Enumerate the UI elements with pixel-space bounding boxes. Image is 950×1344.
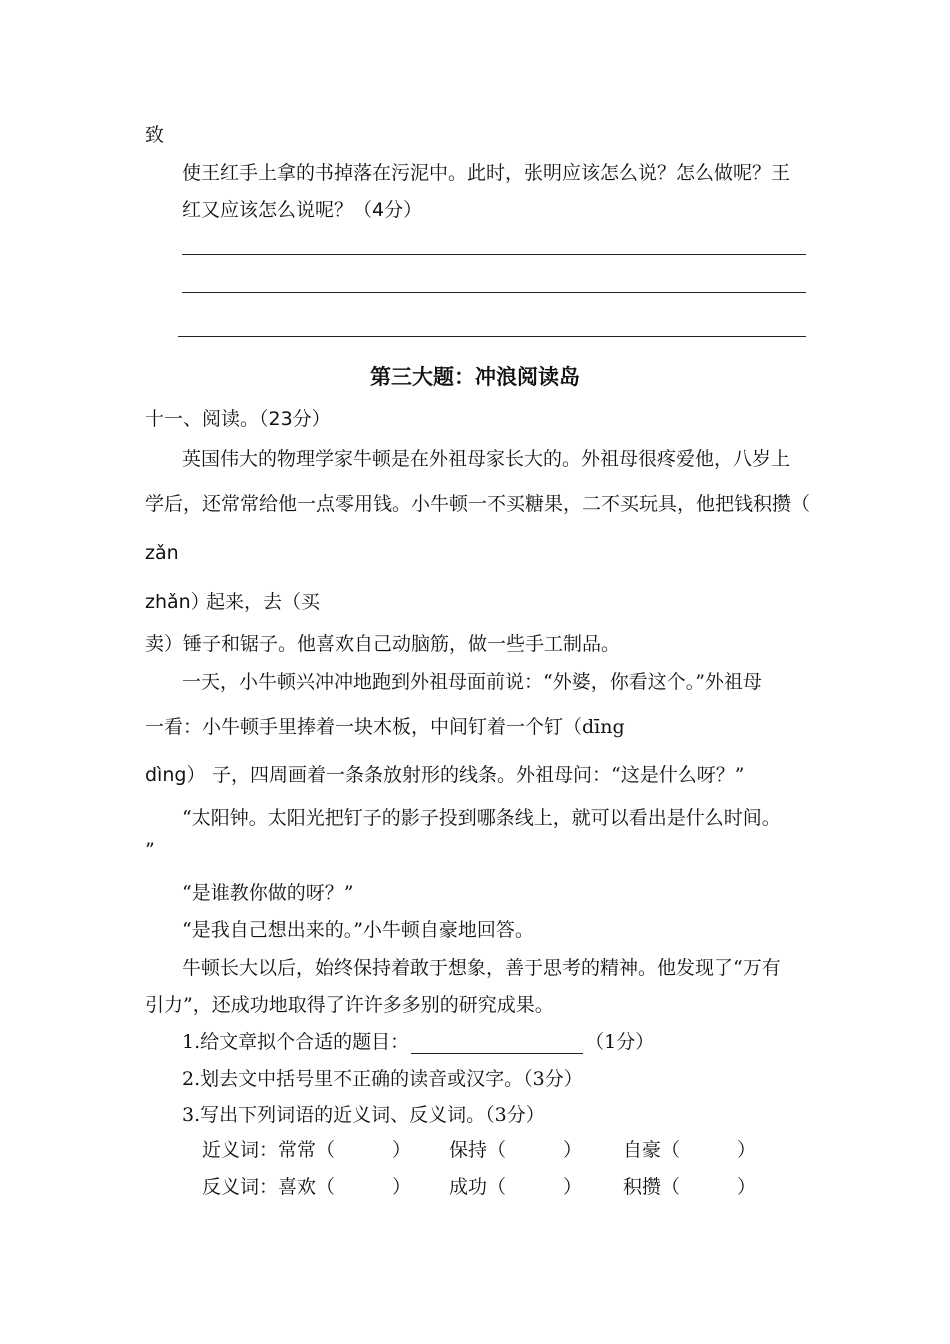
question-line-2: 红又应该怎么说呢？（4分） [182, 199, 423, 221]
question-1-suffix: （1分） [585, 1031, 655, 1053]
passage-p4: “是谁教你做的呀？” [182, 882, 354, 904]
antonym-item[interactable]: 积攒（ ） [623, 1176, 757, 1198]
section-subtitle: 十一、阅读。（23分） [145, 408, 331, 430]
passage-p3-line1: “太阳钟。太阳光把钉子的影子投到哪条线上，就可以看出是什么时间。 [182, 807, 781, 829]
fragment-text: 致 [145, 124, 165, 146]
antonym-item[interactable]: 成功（ ） [449, 1176, 583, 1198]
synonym-item[interactable]: 保持（ ） [449, 1139, 583, 1161]
title-answer-blank[interactable] [411, 1035, 583, 1054]
question-2: 2.划去文中括号里不正确的读音或汉字。（3分） [182, 1068, 583, 1090]
section-title: 第三大题：冲浪阅读岛 [370, 365, 580, 389]
synonym-item[interactable]: 自豪（ ） [623, 1139, 757, 1161]
synonym-item[interactable]: 常常（ ） [278, 1139, 412, 1161]
question-1 [182, 1030, 654, 1054]
answer-line-3[interactable] [178, 336, 806, 337]
question-line-1: 使王红手上拿的书掉落在污泥中。此时，张明应该怎么说？怎么做呢？王 [182, 162, 791, 184]
passage-p2-line3: 子，四周画着一条条放射形的线条。外祖母问：“这是什么呀？” [212, 764, 745, 786]
antonym-label: 反义词： [202, 1176, 279, 1198]
pinyin-zhan: zhǎn） [145, 591, 210, 613]
passage-p2-line2: 一看：小牛顿手里捧着一块木板，中间钉着一个钉（dīng [145, 716, 625, 738]
passage-p2-line1: 一天，小牛顿兴冲冲地跑到外祖母面前说：“外婆，你看这个。”外祖母 [182, 671, 762, 693]
passage-p5: “是我自己想出来的。”小牛顿自豪地回答。 [182, 919, 534, 941]
synonym-label: 近义词： [202, 1139, 279, 1161]
question-3: 3.写出下列词语的近义词、反义词。（3分） [182, 1104, 545, 1126]
pinyin-zan: zǎn [145, 542, 179, 564]
passage-p1-line4: 卖）锤子和锯子。他喜欢自己动脑筋，做一些手工制品。 [145, 633, 621, 655]
answer-line-2[interactable] [182, 292, 806, 293]
antonym-item[interactable]: 喜欢（ ） [278, 1176, 412, 1198]
passage-p3-line2: ” [145, 839, 155, 861]
passage-p6-line2: 引力”，还成功地取得了许许多多别的研究成果。 [145, 994, 554, 1016]
passage-p1-line3: 起来，去（买 [206, 591, 321, 613]
answer-line-1[interactable] [182, 254, 806, 255]
question-1-prefix: 1.给文章拟个合适的题目： [182, 1031, 410, 1053]
passage-p1-line1: 英国伟大的物理学家牛顿是在外祖母家长大的。外祖母很疼爱他，八岁上 [182, 448, 791, 470]
pinyin-ding: dìng） [145, 764, 206, 786]
passage-p6-line1: 牛顿长大以后，始终保持着敢于想象，善于思考的精神。他发现了“万有 [182, 957, 781, 979]
passage-p1-line2: 学后，还常常给他一点零用钱。小牛顿一不买糖果，二不买玩具，他把钱积攒（ [145, 493, 811, 515]
